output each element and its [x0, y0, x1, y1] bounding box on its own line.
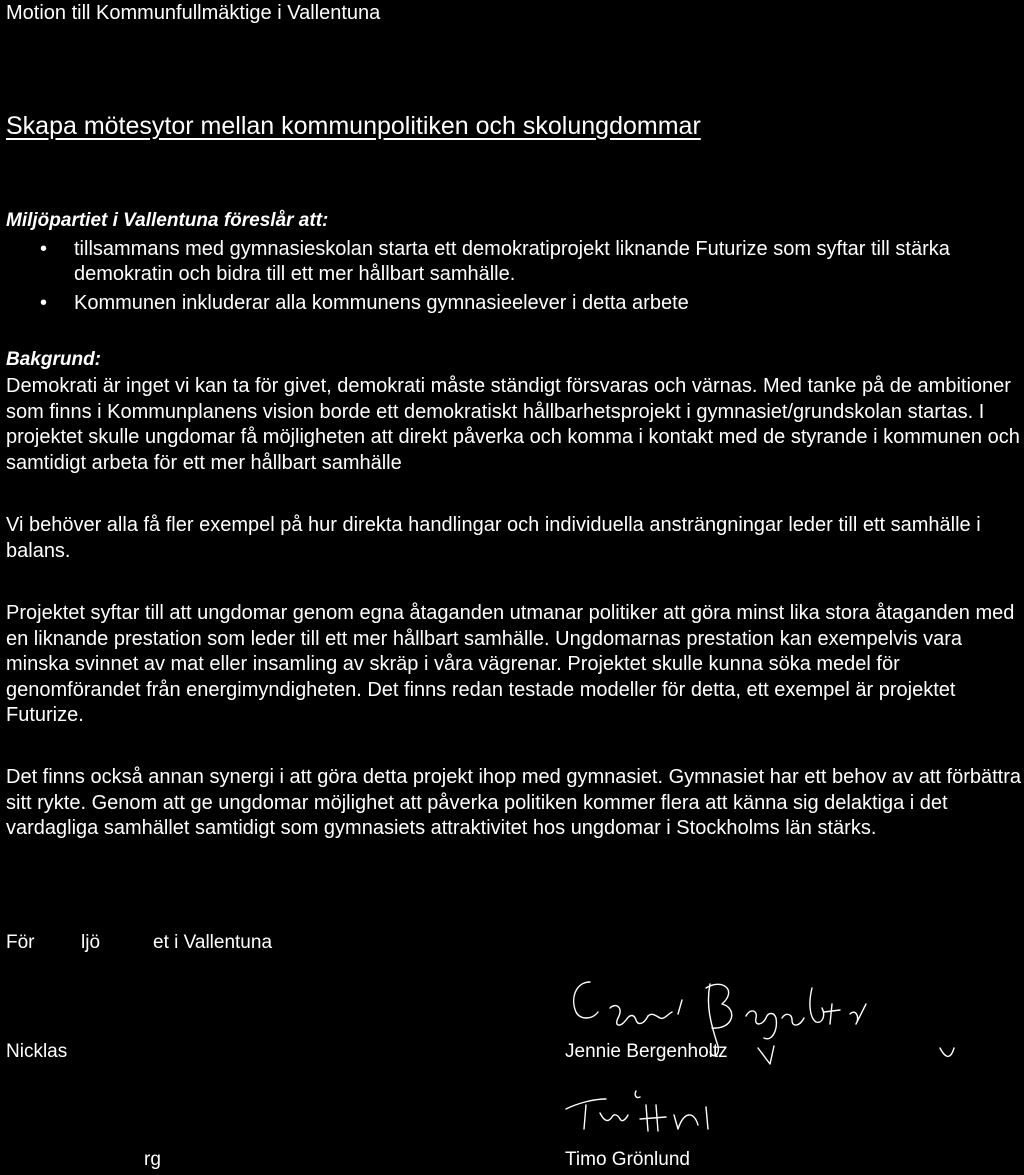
- on-behalf-part: För: [6, 932, 35, 953]
- list-item-text: Kommunen inkluderar alla kommunens gymnasieelever i detta arbete: [74, 292, 689, 314]
- background-paragraph: Projektet syftar till att ungdomar genom egna åtaganden utmanar politiker att göra minst lika stora åtaganden med en liknande prestation som leder till ett mer hållbart samhälle. Ungdomarnas prestation kan exempelvis vara minska svinnet av mat eller insamling av skräp i våra vägrenar. Projektet skulle kunna söka medel för genomförandet från energimyndigheten. Det finns redan testade modeller för detta, ett exempel är projektet Futurize.: [6, 602, 1015, 726]
- document-header: Motion till Kommunfullmäktige i Vallentuna: [6, 2, 381, 24]
- on-behalf-part: ljö: [81, 932, 101, 953]
- on-behalf-part: et i Vallentuna: [153, 932, 273, 953]
- background-heading: Bakgrund:: [6, 349, 101, 370]
- list-item: [0, 291, 1024, 316]
- background-paragraph: Vi behöver alla få fler exempel på hur direkta handlingar och individuella ansträngningar leder till ett samhälle i balans.: [6, 514, 981, 562]
- signatory-name-left: rg: [144, 1149, 161, 1170]
- list-item: [0, 237, 1024, 287]
- proposal-heading: Miljöpartiet i Vallentuna föreslår att:: [6, 210, 329, 231]
- motion-title: Skapa mötesytor mellan kommunpolitiken och skolungdommar: [6, 112, 701, 140]
- bullet-icon: •: [40, 292, 48, 314]
- bullet-icon: •: [40, 238, 48, 260]
- signatory-name-right: Jennie Bergenholtz: [565, 1041, 728, 1062]
- signatory-name-left: Nicklas: [6, 1041, 68, 1062]
- background-paragraph: Demokrati är inget vi kan ta för givet, demokrati måste ständigt försvaras och värnas. Med tanke på de ambitioner som finns i Kommunplanens vision borde ett demokratiskt hållbarhetsprojekt i gymnasiet/grundskolan startas. I projektet skulle ungdomar få möjligheten att direkt påverka och komma i kontakt med de styrande i kommunen och samtidigt arbeta för ett mer hållbart samhälle: [6, 375, 1020, 474]
- list-item-text: tillsammans med gymnasieskolan starta ett demokratiprojekt liknande Futurize som syftar till stärka demokratin och bidra till ett mer hållbart samhälle.: [74, 238, 950, 285]
- proposal-list: [0, 237, 1024, 320]
- signatory-name-right: Timo Grönlund: [565, 1149, 690, 1170]
- handwritten-signature: [556, 1085, 736, 1145]
- background-paragraph: Det finns också annan synergi i att göra detta projekt ihop med gymnasiet. Gymnasiet har ett behov av att förbättra sitt rykte. Genom att ge ungdomar möjlighet att påverka politiken kommer flera att känna sig delaktiga i det vardagliga samhället samtidigt som gymnasiets attraktivitet hos ungdomar i Stockholms län stärks.: [6, 766, 1021, 839]
- handwritten-signature: [560, 968, 970, 1078]
